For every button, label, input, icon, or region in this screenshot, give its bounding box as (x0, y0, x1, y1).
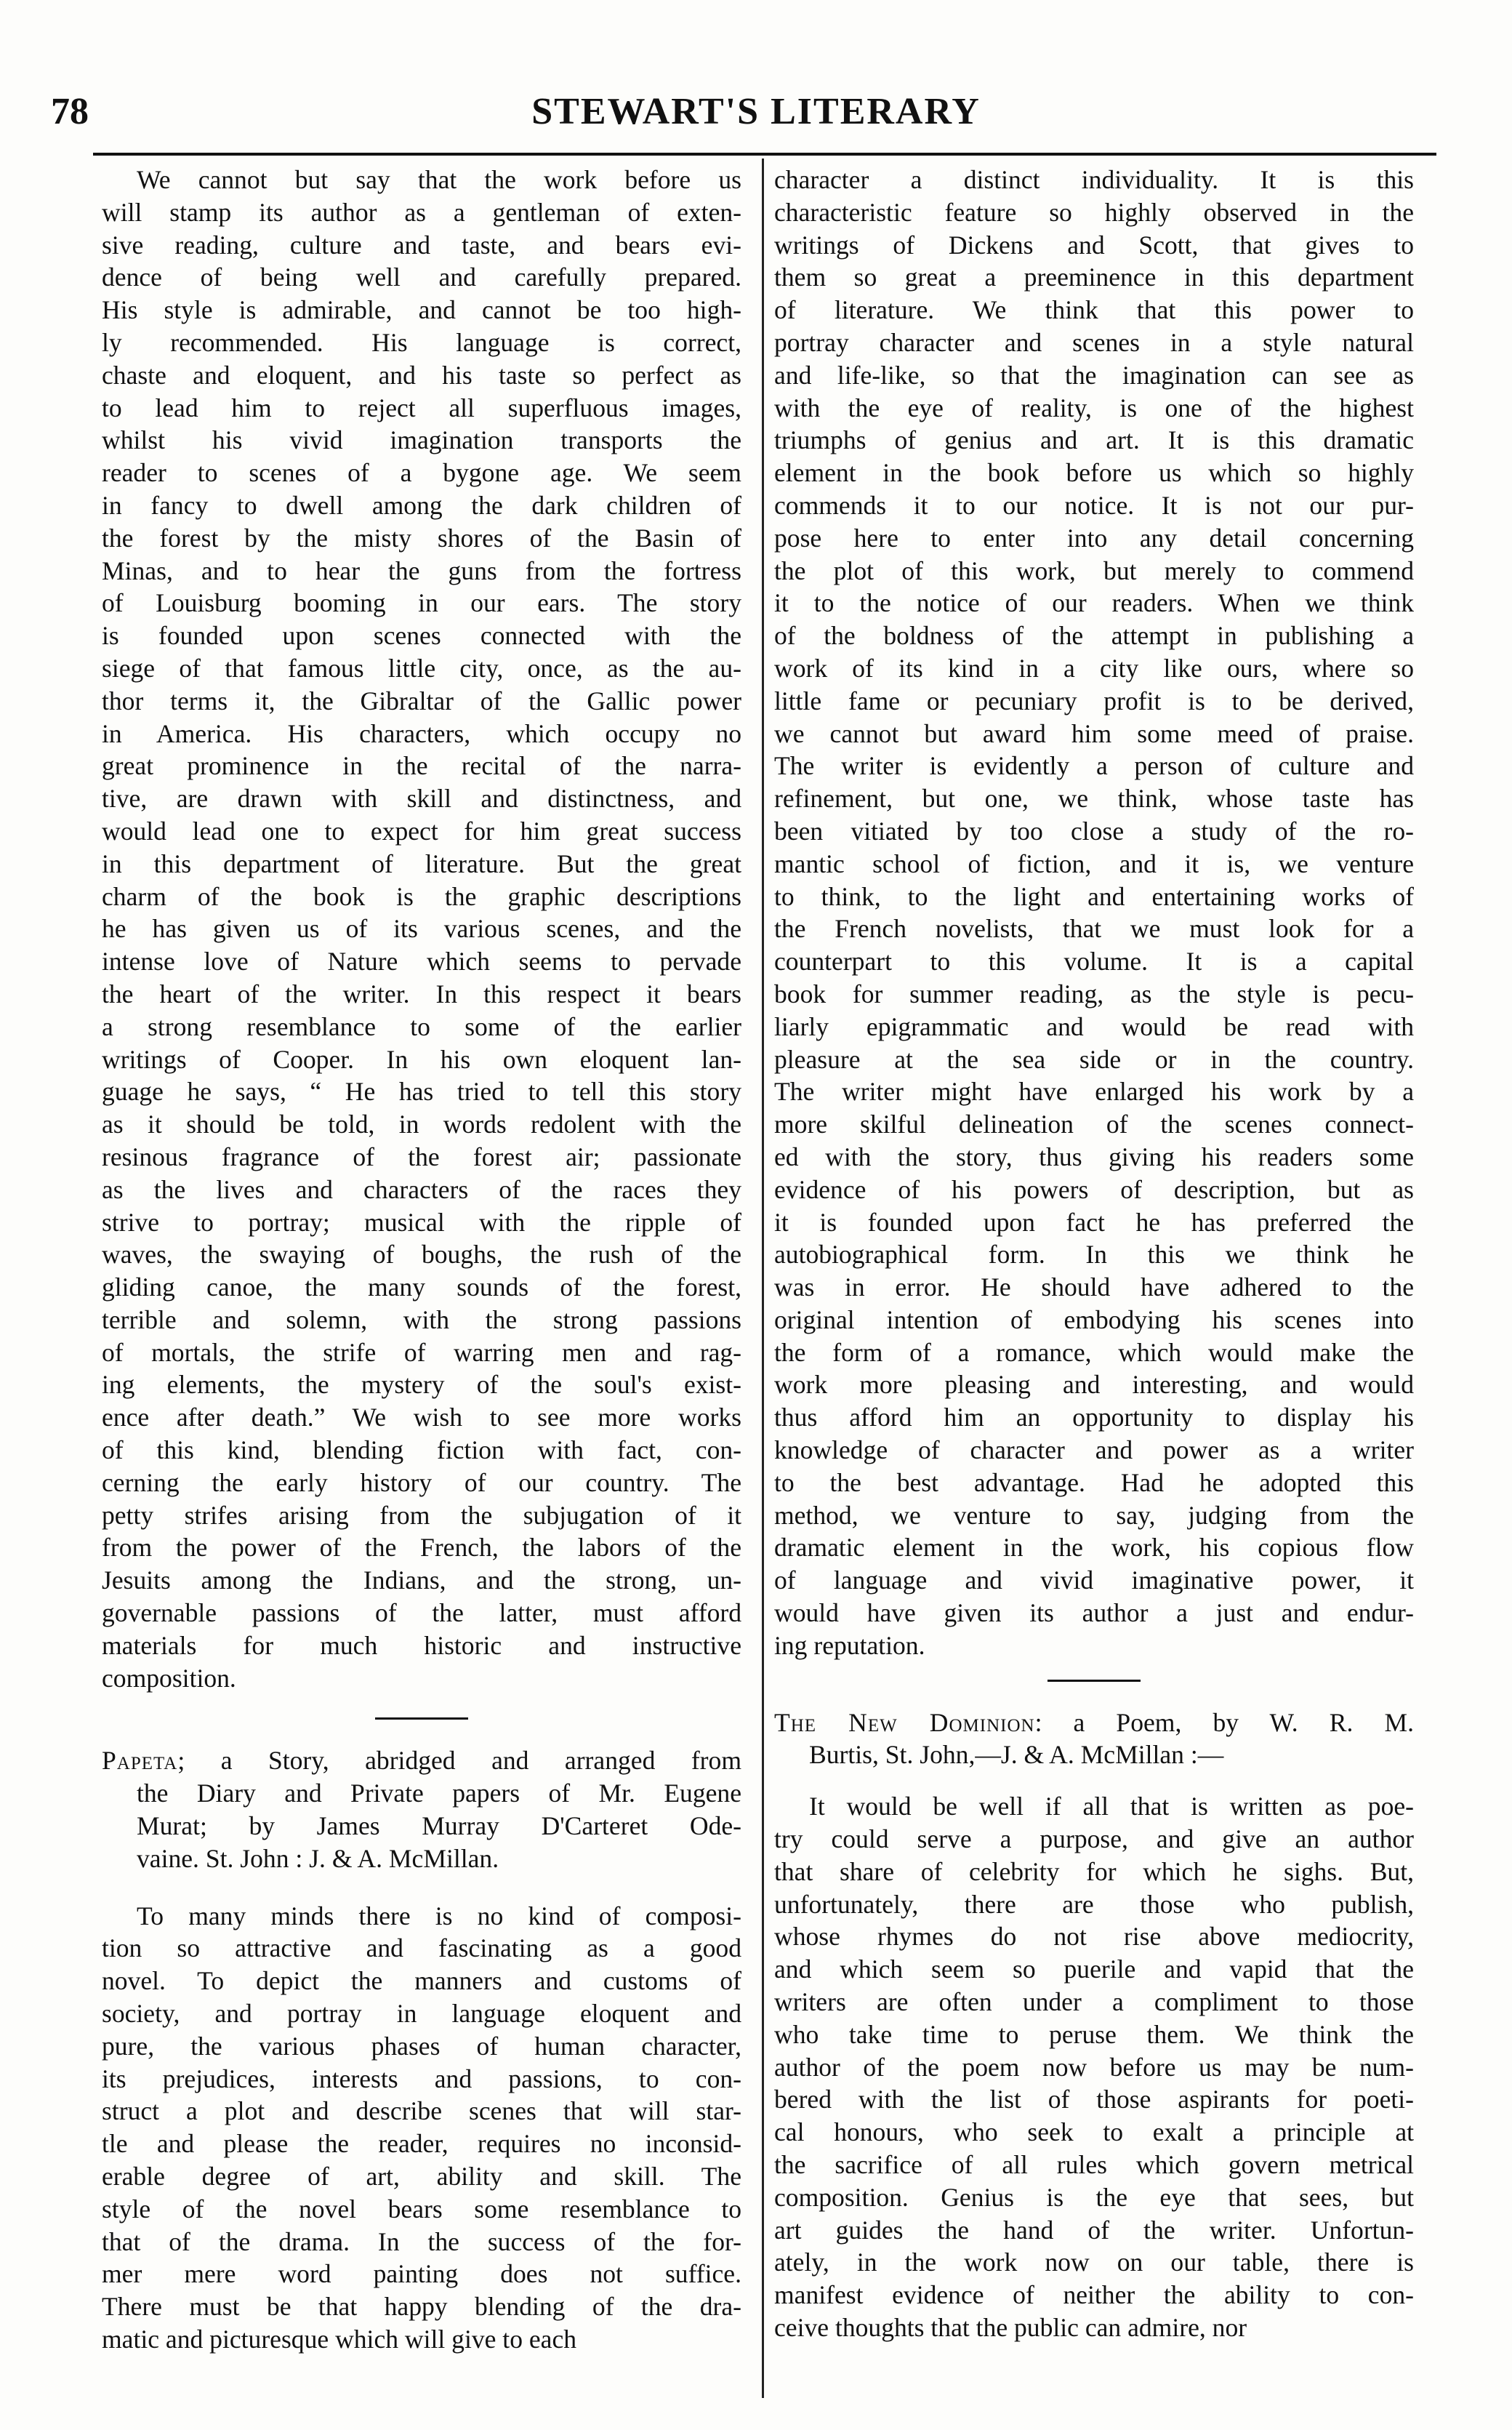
text-line: them so great a preeminence in this department (774, 262, 1414, 292)
text-line: a strong resemblance to some of the earlier (102, 1011, 741, 1041)
text-line: element in the book before us which so highly (774, 458, 1414, 488)
text-line: the French novelists, that we must look for a (774, 914, 1414, 944)
text-line: in America. His characters, which occupy no (102, 718, 741, 748)
text-line: the plot of this work, but merely to commend (774, 556, 1414, 585)
text-line: composition. Genius is the eye that sees, but (774, 2182, 1414, 2212)
right-column (774, 164, 1414, 2344)
text-line: of mortals, the strife of warring men and rag- (102, 1337, 741, 1367)
text-line: His style is admirable, and cannot be too high- (102, 295, 741, 325)
text-line: We cannot but say that the work before us (137, 165, 741, 194)
review-continued (102, 164, 741, 1694)
heading-line (774, 1739, 1414, 1771)
text-line: liarly epigrammatic and would be read with (774, 1011, 1414, 1041)
text-line: struct a plot and describe scenes that will star- (102, 2096, 741, 2126)
text-line: composition. (102, 1663, 236, 1693)
text-line: To many minds there is no kind of composi- (137, 1901, 741, 1930)
text-line: its prejudices, interests and passions, to con- (102, 2064, 741, 2093)
text-line: it to the notice of our readers. When we think (774, 588, 1414, 618)
text-line: guage he says, “ He has tried to tell this story (102, 1077, 741, 1107)
text-line: writings of Cooper. In his own eloquent lan- (102, 1044, 741, 1074)
text-line: cal honours, who seek to exalt a principle at (774, 2117, 1414, 2147)
running-head: STEWART'S LITERARY (531, 91, 981, 132)
text-line: to think, to the light and entertaining works of (774, 881, 1414, 911)
text-line: to lead him to reject all superfluous images, (102, 393, 741, 422)
text-line: There must be that happy blending of the dra- (102, 2292, 741, 2322)
text-line: refinement, but one, we think, whose taste has (774, 784, 1414, 814)
text-line: counterpart to this volume. It is a capital (774, 947, 1414, 977)
text-line: resinous fragrance of the forest air; passionate (102, 1142, 741, 1171)
heading-text: : a Poem, by W. R. M. (1034, 1707, 1414, 1737)
text-line: the forest by the misty shores of the Basin of (102, 523, 741, 553)
text-line: it is founded upon fact he has preferred the (774, 1207, 1414, 1237)
text-line: with the eye of reality, is one of the highest (774, 393, 1414, 422)
heading-text: Burtis, St. John,—J. & A. McMillan :— (809, 1740, 1224, 1770)
heading-line (774, 1707, 1414, 1739)
text-line: of language and vivid imaginative power, it (774, 1565, 1414, 1595)
text-line: strive to portray; musical with the ripple of (102, 1207, 741, 1237)
text-line: cerning the early history of our country. The (102, 1467, 741, 1497)
text-line: the form of a romance, which would make the (774, 1337, 1414, 1367)
text-line: writers are often under a compliment to those (774, 1987, 1414, 2017)
text-line: more skilful delineation of the scenes connect- (774, 1110, 1414, 1139)
text-line: of this kind, blending fiction with fact, con- (102, 1435, 741, 1465)
text-line: that share of celebrity for which he sighs. But, (774, 1856, 1414, 1886)
text-line: Minas, and to hear the guns from the fortress (102, 556, 741, 585)
heading-line (102, 1810, 741, 1842)
text-line: method, we venture to say, judging from the (774, 1500, 1414, 1530)
text-line: sive reading, culture and taste, and bears evi- (102, 230, 741, 260)
text-line: manifest evidence of neither the ability to con- (774, 2280, 1414, 2310)
text-line: in fancy to dwell among the dark children of (102, 490, 741, 520)
text-line: The writer might have enlarged his work by a (774, 1077, 1414, 1107)
text-line: whilst his vivid imagination transports the (102, 425, 741, 455)
heading-text: the Diary and Private papers of Mr. Eugene (137, 1779, 741, 1808)
text-line: intense love of Nature which seems to pervade (102, 947, 741, 977)
new-dominion-heading (774, 1707, 1414, 1772)
text-line: reader to scenes of a bygone age. We seem (102, 458, 741, 488)
text-line: ing elements, the mystery of the soul's exist- (102, 1370, 741, 1400)
text-line: the sacrifice of all rules which govern metrical (774, 2150, 1414, 2180)
text-line: The writer is evidently a person of culture and (774, 751, 1414, 781)
text-line: pleasure at the sea side or in the country. (774, 1044, 1414, 1074)
text-line: governable passions of the latter, must afford (102, 1598, 741, 1628)
text-line: unfortunately, there are those who publish, (774, 1889, 1414, 1919)
text-line: and life-like, so that the imagination can see as (774, 360, 1414, 390)
title-smallcaps: The New Dominion (774, 1707, 1035, 1737)
text-line: try could serve a purpose, and give an author (774, 1824, 1414, 1854)
new-dominion-body (774, 1790, 1414, 2344)
text-line: of Louisburg booming in our ears. The story (102, 588, 741, 618)
text-line: ly recommended. His language is correct, (102, 327, 741, 357)
text-line: in this department of literature. But the great (102, 849, 741, 878)
text-line: of the boldness of the attempt in publishing a (774, 621, 1414, 651)
text-line: ately, in the work now on our table, there is (774, 2247, 1414, 2277)
text-line: to the best advantage. Had he adopted this (774, 1467, 1414, 1497)
text-line: thor terms it, the Gibraltar of the Gallic power (102, 686, 741, 715)
text-line: work more pleasing and interesting, and would (774, 1370, 1414, 1400)
text-line: ing reputation. (774, 1630, 925, 1660)
text-line: and which seem so puerile and vapid that the (774, 1954, 1414, 1984)
text-line: gliding canoe, the many sounds of the forest, (102, 1272, 741, 1302)
text-line: tion so attractive and fascinating as a good (102, 1933, 741, 1963)
text-line: evidence of his powers of description, but as (774, 1174, 1414, 1204)
heading-line (102, 1777, 741, 1810)
papeta-continued (774, 164, 1414, 1662)
title-smallcaps: Papeta (102, 1746, 178, 1776)
text-line: writings of Dickens and Scott, that gives to (774, 230, 1414, 260)
text-line: tive, are drawn with skill and distinctness, and (102, 784, 741, 814)
text-line: the heart of the writer. In this respect it bears (102, 979, 741, 1009)
text-line: original intention of embodying his scenes into (774, 1304, 1414, 1334)
text-line: waves, the swaying of boughs, the rush of the (102, 1240, 741, 1270)
heading-text: ; a Story, abridged and arranged from (177, 1746, 741, 1776)
text-line: bered with the list of those aspirants for poeti- (774, 2085, 1414, 2114)
text-line: character a distinct individuality. It is this (774, 165, 1414, 194)
text-line: knowledge of character and power as a writer (774, 1435, 1414, 1465)
text-line: was in error. He should have adhered to the (774, 1272, 1414, 1302)
text-line: Jesuits among the Indians, and the strong, un- (102, 1565, 741, 1595)
text-line: work of its kind in a city like ours, where so (774, 653, 1414, 683)
text-line: dramatic element in the work, his copious flow (774, 1533, 1414, 1563)
text-line: novel. To depict the manners and customs of (102, 1966, 741, 1996)
text-line: art guides the hand of the writer. Unfortun- (774, 2215, 1414, 2245)
text-line: mantic school of fiction, and it is, we venture (774, 849, 1414, 878)
text-line: great prominence in the recital of the narra- (102, 751, 741, 781)
text-line: as the lives and characters of the races they (102, 1174, 741, 1204)
text-line: thus afford him an opportunity to display his (774, 1403, 1414, 1432)
text-line: chaste and eloquent, and his taste so perfect as (102, 360, 741, 390)
heading-line (102, 1744, 741, 1777)
text-line: society, and portray in language eloquent and (102, 1999, 741, 2029)
text-line: of literature. We think that this power to (774, 295, 1414, 325)
text-line: matic and picturesque which will give to each (102, 2325, 577, 2354)
heading-text: vaine. St. John : J. & A. McMillan. (137, 1843, 499, 1873)
text-line: erable degree of art, ability and skill. The (102, 2162, 741, 2192)
papeta-body (102, 1900, 741, 2356)
text-line: book for summer reading, as the style is pecu- (774, 979, 1414, 1009)
text-line: who take time to peruse them. We think the (774, 2019, 1414, 2049)
text-line: pure, the various phases of human character, (102, 2031, 741, 2061)
text-line: as it should be told, in words redolent with the (102, 1110, 741, 1139)
text-line: dence of being well and carefully prepared. (102, 262, 741, 292)
text-line: would lead one to expect for him great success (102, 816, 741, 846)
text-line: author of the poem now before us may be num- (774, 2052, 1414, 2082)
text-line: It would be well if all that is written as poe- (809, 1792, 1414, 1821)
text-line: ceive thoughts that the public can admire, nor (774, 2313, 1247, 2342)
text-line: ed with the story, thus giving his readers some (774, 1142, 1414, 1171)
heading-text: Murat; by James Murray D'Carteret Ode- (137, 1811, 741, 1841)
header-rule (93, 153, 1436, 156)
left-column (102, 164, 741, 2356)
papeta-heading (102, 1744, 741, 1874)
text-line: been vitiated by too close a study of the ro- (774, 816, 1414, 846)
text-line: little fame or pecuniary profit is to be derived, (774, 686, 1414, 715)
text-line: from the power of the French, the labors of the (102, 1533, 741, 1563)
page-number: 78 (51, 91, 89, 132)
text-line: that of the drama. In the success of the for- (102, 2226, 741, 2256)
text-line: will stamp its author as a gentleman of exten- (102, 197, 741, 227)
text-line: terrible and solemn, with the strong passions (102, 1304, 741, 1334)
text-line: petty strifes arising from the subjugation of it (102, 1500, 741, 1530)
text-line: is founded upon scenes connected with the (102, 621, 741, 651)
text-line: autobiographical form. In this we think he (774, 1240, 1414, 1270)
text-line: tle and please the reader, requires no inconsid- (102, 2129, 741, 2159)
column-divider (762, 159, 764, 2398)
text-line: would have given its author a just and endur- (774, 1598, 1414, 1628)
text-line: triumphs of genius and art. It is this dramatic (774, 425, 1414, 455)
text-line: characteristic feature so highly observed in the (774, 197, 1414, 227)
text-line: ence after death.” We wish to see more works (102, 1403, 741, 1432)
text-line: he has given us of its various scenes, and the (102, 914, 741, 944)
text-line: mer mere word painting does not suffice. (102, 2259, 741, 2289)
text-line: we cannot but award him some meed of praise. (774, 718, 1414, 748)
text-line: whose rhymes do not rise above mediocrity, (774, 1922, 1414, 1952)
text-line: portray character and scenes in a style natural (774, 327, 1414, 357)
text-line: siege of that famous little city, once, as the au- (102, 653, 741, 683)
text-line: style of the novel bears some resemblance to (102, 2194, 741, 2224)
heading-line (102, 1842, 741, 1875)
text-line: commends it to our notice. It is not our pur- (774, 490, 1414, 520)
text-line: materials for much historic and instructive (102, 1630, 741, 1660)
text-line: pose here to enter into any detail concerning (774, 523, 1414, 553)
text-line: charm of the book is the graphic descriptions (102, 881, 741, 911)
